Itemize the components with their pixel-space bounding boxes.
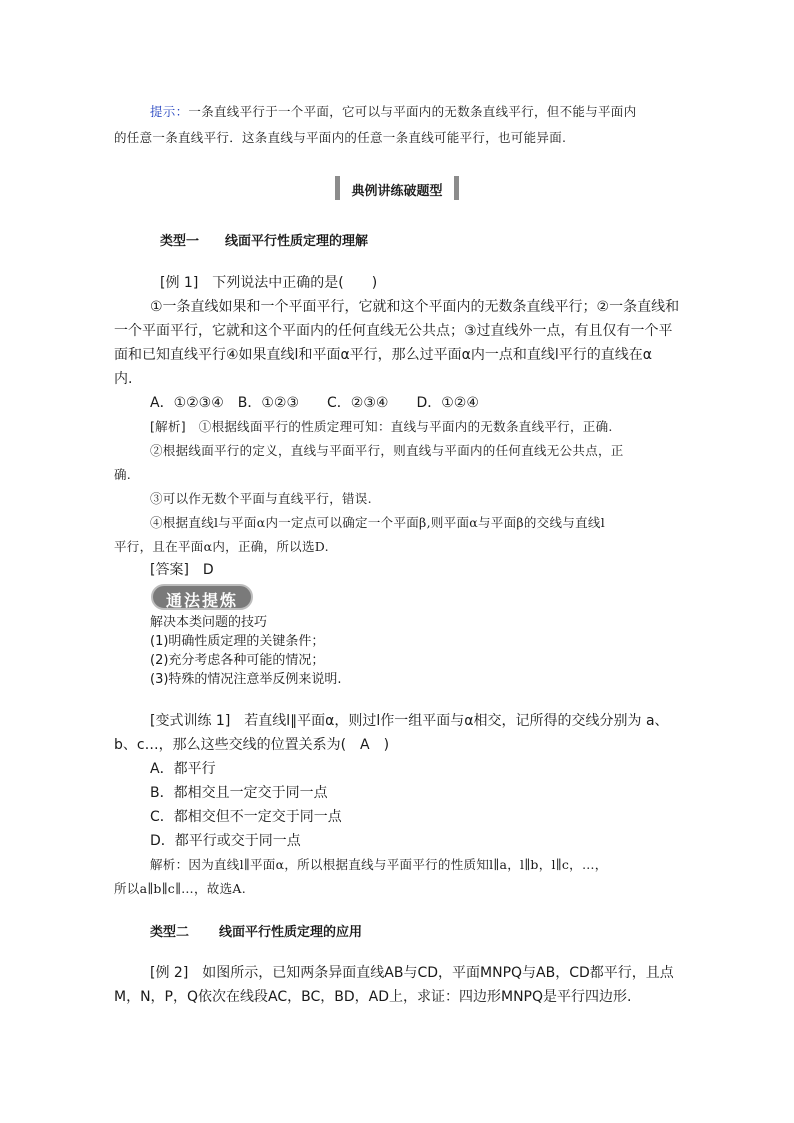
example1-line: 内. [114,371,133,387]
example1-line: ①一条直线如果和一个平面平行，它就和这个平面内的无数条直线平行；②一条直线和 [150,299,680,315]
variant1-line: b、c…，那么这些交线的位置关系为( A ) [114,737,390,753]
analysis-line: 平行，且在平面α内，正确，所以选D. [114,539,329,554]
type1-label: 类型一 [160,234,200,249]
type1-heading [160,233,368,251]
example2-line: M，N，P，Q依次在线段AC，BC，BD，AD上，求证：四边形MNPQ是平行四边形. [114,989,632,1005]
example2-line: [例 2] 如图所示，已知两条异面直线AB与CD，平面MNPQ与AB，CD都平行，且点 [150,965,674,981]
variant1-option: B．都相交且一定交于同一点 [150,785,328,801]
hint-line-2: 的任意一条直线平行．这条直线与平面内的任意一条直线可能平行，也可能异面. [114,130,567,145]
analysis-line: 确. [114,467,132,482]
variant1-option: A．都平行 [150,761,216,777]
type1-title: 线面平行性质定理的理解 [225,234,369,249]
section-banner [335,176,459,200]
type2-label: 类型二 [150,925,190,940]
method-badge [151,584,253,610]
variant1-option: C．都相交但不一定交于同一点 [150,809,342,825]
variant1-solution: 所以a∥b∥c∥…，故选A. [114,881,246,896]
variant1-line: [变式训练 1] 若直线l∥平面α，则过l作一组平面与α相交，记所得的交线分别为 a、 [150,713,669,729]
method-badge-text: 通法提炼 [165,591,238,610]
analysis-line: ④根据直线l与平面α内一定点可以确定一个平面β,则平面α与平面β的交线与直线l [150,515,606,530]
answer-label: [答案] [150,562,189,578]
analysis-label: [解析] [150,419,186,434]
analysis-line: ③可以作无数个平面与直线平行，错误. [150,491,372,506]
variant1-solution: 解析：因为直线l∥平面α，所以根据直线与平面平行的性质知l∥a，l∥b，l∥c，…， [150,857,608,872]
analysis-line: ②根据线面平行的定义，直线与平面平行，则直线与平面内的任何直线无公共点，正 [150,443,624,458]
type2-heading [150,924,362,942]
hint-line-1 [150,103,636,121]
banner-bar-right [454,176,459,200]
example1-stem: [例 1] 下列说法中正确的是( ) [160,275,378,291]
analysis-text: ①根据线面平行的性质定理可知：直线与平面内的无数条直线平行，正确. [185,419,613,434]
hint-text-1: 一条直线平行于一个平面，它可以与平面内的无数条直线平行，但不能与平面内 [188,104,637,119]
variant1-option: D．都平行或交于同一点 [150,833,301,849]
example1-line: 一个平面平行，它就和这个平面内的任何直线无公共点；③过直线外一点，有且仅有一个平 [114,323,673,339]
example1-line: 面和已知直线平行④如果直线l和平面α平行，那么过平面α内一点和直线l平行的直线在α [114,347,653,363]
type2-title: 线面平行性质定理的应用 [219,925,363,940]
answer-value: D [188,562,214,578]
answer-line [150,561,214,579]
method-item: (2)充分考虑各种可能的情况； [150,653,325,668]
method-title: 解决本类问题的技巧 [150,615,268,630]
banner-title: 典例讲练破题型 [351,184,443,199]
method-item: (3)特殊的情况注意举反例来说明. [150,672,342,687]
analysis-line-1 [150,418,613,436]
hint-label: 提示： [150,104,189,119]
example1-options: A．①②③④ B．①②③ C．②③④ D．①②④ [150,395,479,411]
method-item: (1)明确性质定理的关键条件； [150,634,325,649]
